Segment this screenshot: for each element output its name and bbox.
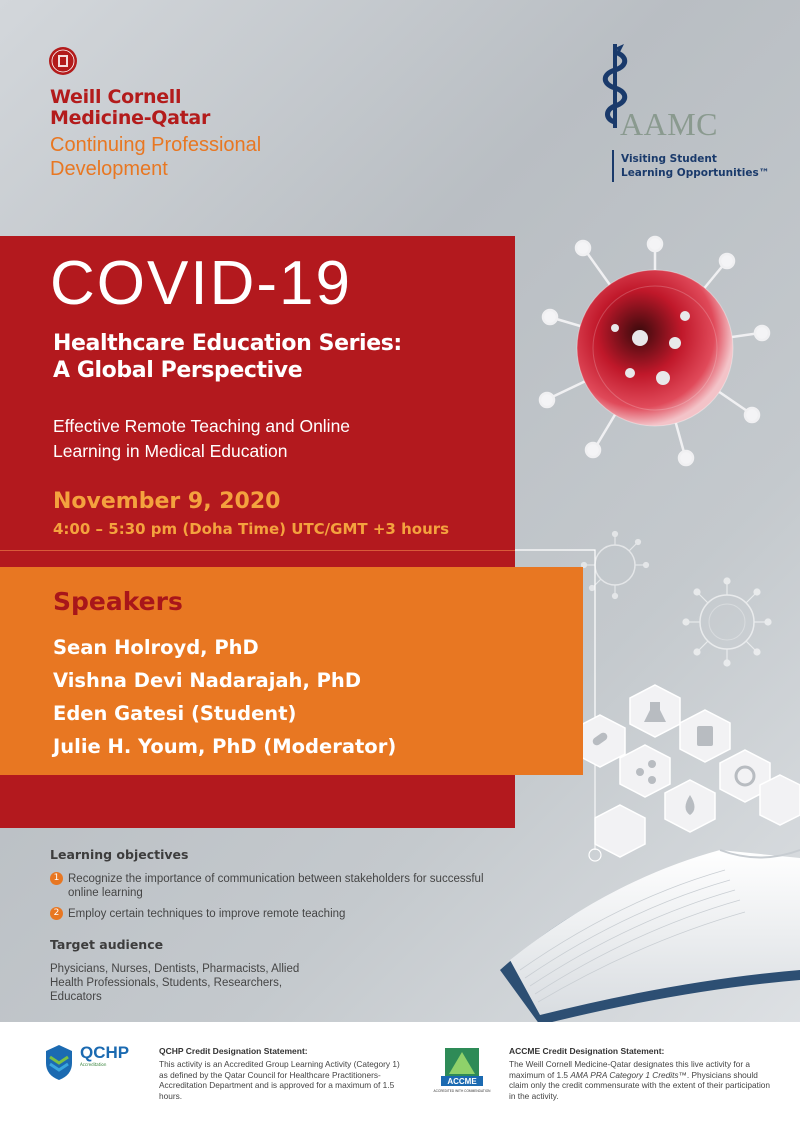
accme-logo-icon bbox=[433, 1046, 491, 1096]
aamc-subtitle bbox=[621, 152, 769, 180]
department-name-line1: Continuing Professional bbox=[50, 134, 262, 156]
objective-item bbox=[50, 907, 488, 921]
speakers-list bbox=[53, 631, 396, 763]
session-topic-line2: Learning in Medical Education bbox=[53, 441, 288, 461]
qchp-logo-text: QCHP bbox=[80, 1043, 130, 1062]
event-title: COVID-19 bbox=[50, 249, 352, 318]
speaker-name: Sean Holroyd, PhD bbox=[53, 636, 259, 659]
accme-statement-heading: ACCME Credit Designation Statement: bbox=[509, 1046, 665, 1056]
department-name bbox=[50, 133, 261, 181]
qchp-statement-heading: QCHP Credit Designation Statement: bbox=[159, 1046, 308, 1056]
open-book-illustration bbox=[480, 820, 800, 1030]
accme-credit-name: AMA PRA Category 1 Credits™ bbox=[570, 1069, 687, 1080]
event-time: 4:00 – 5:30 pm (Doha Time) UTC/GMT +3 hours bbox=[53, 520, 450, 538]
aamc-divider bbox=[612, 150, 614, 182]
series-title bbox=[53, 330, 402, 384]
objective-text: Recognize the importance of communication between stakeholders for successful online learning bbox=[68, 873, 484, 899]
objective-number-badge: 2 bbox=[50, 907, 63, 920]
accme-logo-text: ACCME bbox=[447, 1077, 477, 1086]
objective-number-badge: 1 bbox=[50, 872, 63, 885]
objective-item bbox=[50, 872, 488, 900]
aamc-subtitle-line1: Visiting Student bbox=[621, 153, 717, 165]
speaker-name: Julie H. Youm, PhD (Moderator) bbox=[53, 735, 397, 758]
speaker-name: Vishna Devi Nadarajah, PhD bbox=[53, 669, 362, 692]
divider-line bbox=[0, 550, 515, 551]
institution-name bbox=[50, 87, 210, 129]
aamc-logo-text: AAMC bbox=[620, 106, 719, 142]
department-name-line2: Development bbox=[50, 158, 168, 180]
qchp-shield-icon bbox=[44, 1043, 74, 1081]
qchp-statement-body: This activity is an Accredited Group Learning Activity (Category 1) as defined by the Qatar Council for Healthcare Practitioners-Accreditation Department and is approved for a maximum of 1.5 hours. bbox=[159, 1059, 400, 1101]
event-date: November 9, 2020 bbox=[53, 489, 281, 514]
institution-name-line2: Medicine-Qatar bbox=[50, 107, 211, 129]
qchp-logo-subtext: Accreditation bbox=[80, 1062, 107, 1067]
speakers-heading: Speakers bbox=[53, 587, 183, 616]
accme-logo-subtext: ACCREDITED WITH COMMENDATION bbox=[433, 1089, 491, 1093]
coronavirus-illustration bbox=[535, 228, 775, 468]
session-topic-line1: Effective Remote Teaching and Online bbox=[53, 416, 351, 436]
session-topic bbox=[53, 414, 350, 464]
cornell-seal-icon bbox=[48, 46, 78, 76]
series-title-line1: Healthcare Education Series: bbox=[53, 331, 402, 356]
target-audience-text: Physicians, Nurses, Dentists, Pharmacists, Allied Health Professionals, Students, Researchers, Educators bbox=[50, 963, 300, 1003]
aamc-subtitle-line2: Learning Opportunities™ bbox=[621, 167, 770, 179]
target-audience-heading: Target audience bbox=[50, 937, 164, 952]
accme-statement-body bbox=[509, 1059, 771, 1101]
accme-body-text-end: . Physicians should claim only the credit commensurate with the extent of their participation in the activity. bbox=[509, 1069, 771, 1101]
learning-objectives-heading: Learning objectives bbox=[50, 847, 189, 862]
objective-text: Employ certain techniques to improve remote teaching bbox=[68, 908, 346, 920]
institution-name-line1: Weill Cornell bbox=[50, 86, 182, 108]
series-title-line2: A Global Perspective bbox=[53, 358, 303, 383]
accme-body-text: The Weill Cornell Medicine-Qatar designates this live activity for a maximum of 1.5 bbox=[509, 1059, 751, 1080]
speaker-name: Eden Gatesi (Student) bbox=[53, 702, 297, 725]
